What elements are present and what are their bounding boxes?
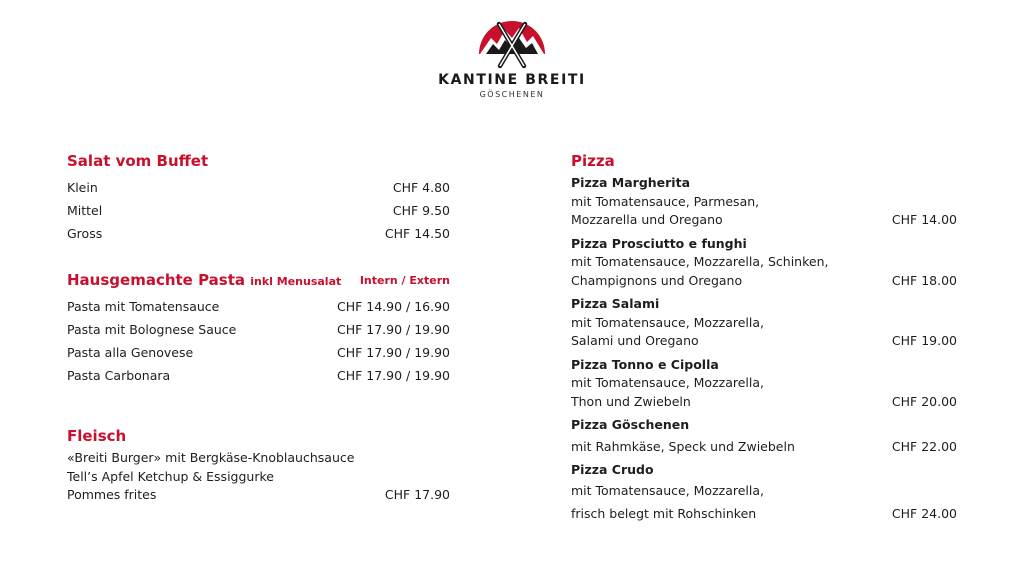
- item-name: Pasta mit Tomatensauce: [67, 299, 220, 314]
- item-name: Pasta alla Genovese: [67, 345, 194, 360]
- item-name: Pizza Crudo: [571, 462, 654, 477]
- menu-row: [571, 272, 957, 291]
- item-price: CHF 14.90 / 16.90: [336, 299, 450, 314]
- pizza-item: [571, 461, 957, 524]
- item-price: CHF 9.50: [392, 203, 450, 218]
- item-name: Pizza Prosciutto e funghi: [571, 235, 747, 251]
- brand-location: GÖSCHENEN: [479, 90, 545, 99]
- cutlery-mountain-logo-icon: [477, 14, 547, 70]
- menu-row: [571, 332, 957, 351]
- section-fleisch: [67, 425, 450, 505]
- item-description: mit Tomatensauce, Mozzarella,: [571, 314, 764, 330]
- section-title-salat: Salat vom Buffet: [67, 152, 209, 170]
- right-column: [571, 150, 957, 529]
- item-price: CHF 17.90 / 19.90: [336, 368, 450, 383]
- item-description: mit Rahmkäse, Speck und Zwiebeln: [571, 438, 795, 454]
- menu-row: [67, 179, 450, 197]
- section-title-fleisch: Fleisch: [67, 427, 127, 445]
- item-description: Mozzarella und Oregano: [571, 212, 723, 227]
- section-title-pizza: Pizza: [571, 152, 615, 170]
- item-name: Pasta mit Bolognese Sauce: [67, 322, 237, 337]
- item-description: frisch belegt mit Rohschinken: [571, 506, 757, 521]
- section-title-pasta: [67, 269, 450, 293]
- pizza-item: [571, 295, 957, 351]
- menu-row: [67, 202, 450, 220]
- item-name: Pasta Carbonara: [67, 368, 171, 383]
- item-price: CHF 4.80: [392, 180, 450, 195]
- item-price: CHF 18.00: [891, 272, 957, 288]
- item-price: CHF 17.90 / 19.90: [336, 345, 450, 360]
- menu-row: [67, 225, 450, 243]
- menu-row: [571, 438, 957, 457]
- item-price: CHF 19.00: [891, 333, 957, 348]
- item-price: CHF 17.90: [384, 487, 450, 502]
- item-description: mit Tomatensauce, Mozzarella, Schinken,: [571, 254, 829, 269]
- item-description: mit Tomatensauce, Mozzarella,: [571, 482, 764, 498]
- item-description: Pommes frites: [67, 487, 157, 502]
- pasta-subtitle: inkl Menusalat: [250, 275, 342, 288]
- pizza-item: [571, 174, 957, 230]
- price-column-header: Intern / Extern: [359, 274, 450, 287]
- item-name: Klein: [67, 180, 98, 195]
- item-description: mit Tomatensauce, Parmesan,: [571, 193, 760, 209]
- section-pasta: [67, 269, 450, 385]
- item-price: CHF 14.50: [384, 226, 450, 241]
- item-price: CHF 24.00: [891, 506, 957, 521]
- item-description: Champignons und Oregano: [571, 272, 743, 288]
- menu-row: [571, 211, 957, 230]
- menu-row: [67, 344, 450, 362]
- section-salat: [67, 150, 450, 243]
- menu-row: [67, 486, 450, 505]
- pasta-title: Hausgemachte Pasta: [67, 271, 246, 289]
- header-logo: [0, 14, 1024, 99]
- pizza-item: [571, 235, 957, 291]
- item-name: Gross: [67, 226, 103, 241]
- item-price: CHF 17.90 / 19.90: [336, 322, 450, 337]
- item-name: Pizza Salami: [571, 296, 660, 311]
- menu-row: [67, 298, 450, 316]
- item-price: CHF 14.00: [891, 212, 957, 227]
- item-description: Thon und Zwiebeln: [571, 393, 691, 409]
- item-description: «Breiti Burger» mit Bergkäse-Knoblauchsauce: [67, 450, 355, 465]
- item-price: CHF 20.00: [891, 393, 957, 409]
- menu-row: [67, 367, 450, 385]
- item-description: mit Tomatensauce, Mozzarella,: [571, 375, 764, 390]
- item-price: CHF 22.00: [891, 438, 957, 454]
- menu-row: [571, 393, 957, 412]
- item-name: Pizza Tonno e Cipolla: [571, 356, 719, 372]
- item-name: Mittel: [67, 203, 103, 218]
- pizza-item: [571, 416, 957, 456]
- left-column: [67, 150, 450, 505]
- item-name: Pizza Göschenen: [571, 417, 690, 432]
- menu-row: [67, 321, 450, 339]
- item-description: Tell’s Apfel Ketchup & Essiggurke: [67, 468, 274, 484]
- item-name: Pizza Margherita: [571, 175, 691, 190]
- brand-name: KANTINE BREITI: [438, 72, 586, 88]
- item-description: Salami und Oregano: [571, 333, 699, 348]
- menu-row: [571, 505, 957, 524]
- pizza-item: [571, 356, 957, 412]
